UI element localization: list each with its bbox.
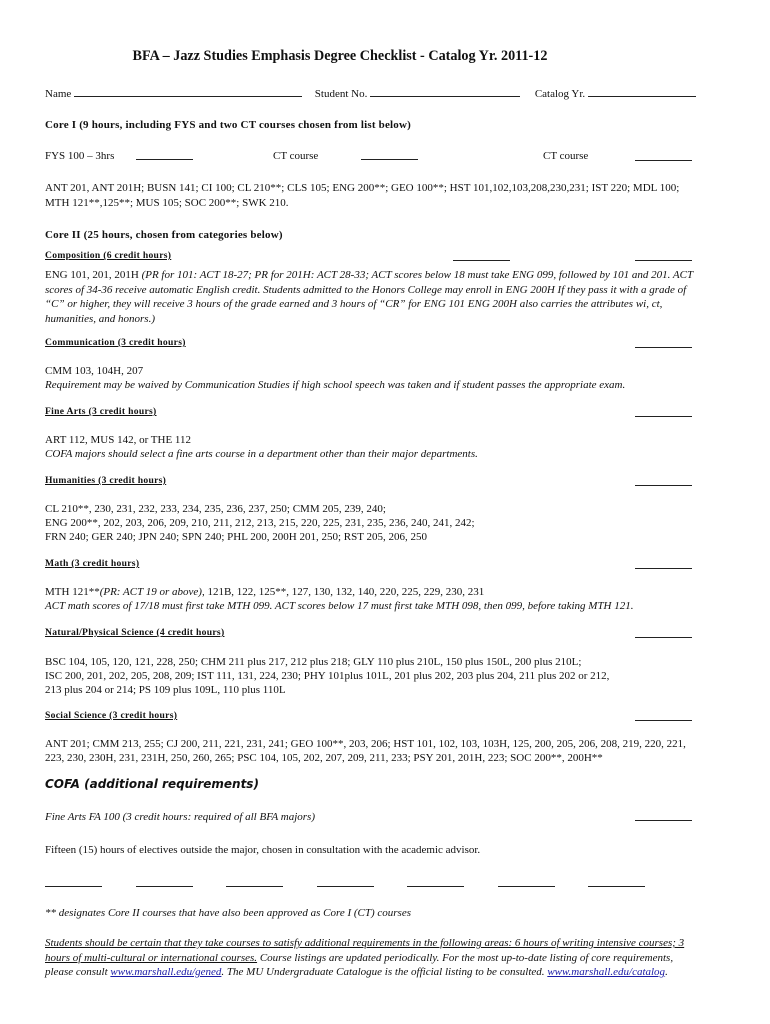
core1-heading: Core I (9 hours, including FYS and two CT courses chosen from list below) (45, 119, 412, 131)
math-courses-b: , 121B, 122, 125**, 127, 130, 132, 140, 220, 225, 229, 230, 231 (201, 586, 485, 598)
composition-note: (PR for 101: ACT 18-27; PR for 201H: ACT 28-33; ACT scores below 18 must take ENG 099, followed by 101 and 201. ACT scores of 34-36 receive automatic English credit. Students admitted to the Honors College may enroll in ENG 200H If they pass it with a grade of “C” or higher, they will receive 3 hours of the grade earned and 3 hours of “CR” for ENG 101 ENG 200H also carries the attributes wi, ct, humanities, and honors.) (45, 269, 693, 325)
elective-blank-2[interactable] (136, 876, 193, 887)
math-courses (45, 585, 695, 600)
math-label: Math (3 credit hours) (45, 558, 140, 569)
elective-blank-4[interactable] (317, 876, 374, 887)
social-science-blank[interactable] (635, 710, 692, 721)
math-blank[interactable] (635, 558, 692, 569)
cofa-fine-arts-blank[interactable] (635, 810, 692, 821)
science-label: Natural/Physical Science (4 credit hours) (45, 627, 225, 638)
ct-course-blank-2[interactable] (635, 150, 692, 161)
cofa-fine-arts-line: Fine Arts FA 100 (3 credit hours: required of all BFA majors) (45, 811, 316, 823)
communication-label: Communication (3 credit hours) (45, 337, 186, 348)
elective-blank-1[interactable] (45, 876, 102, 887)
humanities-label: Humanities (3 credit hours) (45, 475, 167, 486)
social-science-label: Social Science (3 credit hours) (45, 710, 178, 721)
communication-note: Requirement may be waived by Communication Studies if high school speech was taken and if student passes the appropriate exam. (45, 379, 626, 391)
page-title: BFA – Jazz Studies Emphasis Degree Checklist - Catalog Yr. 2011-12 (132, 48, 548, 64)
student-no-field[interactable] (370, 86, 520, 97)
fine-arts-blank[interactable] (635, 406, 692, 417)
ct-course-label-2: CT course (543, 150, 589, 162)
social-science-line-1: ANT 201; CMM 213, 255; CJ 200, 211, 221, 231, 241; GEO 100**, 203, 206; HST 101, 102, 103, 103H, 125, 200, 205, 206, 208, 219, 220, 221, (45, 738, 686, 750)
catalog-yr-label: Catalog Yr. (534, 88, 586, 100)
closing-part-1: Students should be certain that they take courses to satisfy additional requirements in the following areas: 6 hours of writing intensive courses; 3 hours of multi-cultural or international courses. (45, 937, 685, 964)
closing-part-2: Course listings are updated periodically. For the most up-to-date listing of core requirements, please consult (45, 951, 674, 979)
humanities-blank[interactable] (635, 475, 692, 486)
composition-courses: ENG 101, 201, 201H (45, 269, 139, 281)
ct-course-label-1: CT course (273, 150, 319, 162)
student-no-label: Student No. (314, 88, 368, 100)
fine-arts-note: COFA majors should select a fine arts course in a department other than their major departments. (45, 448, 478, 460)
humanities-line-1: CL 210**, 230, 231, 232, 233, 234, 235, 236, 237, 250; CMM 205, 239, 240; (45, 503, 386, 515)
catalog-link[interactable]: www.marshall.edu/catalog (547, 966, 666, 979)
core1-course-list: ANT 201, ANT 201H; BUSN 141; CI 100; CL 210**; CLS 105; ENG 200**; GEO 100**; HST 101,102,103,208,230,231; IST 220; MDL 100; MTH 121**,125**; MUS 105; SOC 200**; SWK 210. (45, 182, 680, 209)
fine-arts-courses: ART 112, MUS 142, or THE 112 (45, 434, 192, 446)
gened-link[interactable]: www.marshall.edu/gened (110, 966, 222, 979)
math-courses-a: MTH 121** (45, 586, 100, 598)
ct-course-blank-1[interactable] (361, 149, 418, 160)
cofa-heading: COFA (additional requirements) (45, 777, 259, 791)
footnote: ** designates Core II courses that have also been approved as Core I (CT) courses (45, 907, 412, 919)
closing-part-4: . (665, 966, 668, 979)
science-line-3: 213 plus 204 or 214; PS 109 plus 109L, 110 plus 110L (45, 684, 286, 696)
closing-part-3: . The MU Undergraduate Catalogue is the official listing to be consulted. (221, 966, 548, 979)
communication-courses: CMM 103, 104H, 207 (45, 365, 144, 377)
communication-blank[interactable] (635, 337, 692, 348)
fys-blank[interactable] (136, 149, 193, 160)
elective-blank-7[interactable] (588, 876, 645, 887)
cofa-electives-line: Fifteen (15) hours of electives outside the major, chosen in consultation with the academic advisor. (45, 844, 481, 856)
science-line-2: ISC 200, 201, 202, 205, 208, 209; IST 111, 131, 224, 230; PHY 101plus 101L, 201 plus 202, 203 plus 204, 211 plus 202 or 212, (45, 670, 610, 682)
closing-paragraph (45, 936, 695, 980)
elective-blank-3[interactable] (226, 876, 283, 887)
fys-label: FYS 100 – 3hrs (45, 150, 115, 162)
humanities-line-2: ENG 200**, 202, 203, 206, 209, 210, 211, 212, 213, 215, 220, 225, 231, 235, 236, 240, 241, 242; (45, 517, 475, 529)
math-courses-pr: (PR: ACT 19 or above) (99, 586, 202, 598)
elective-blank-5[interactable] (407, 876, 464, 887)
science-line-1: BSC 104, 105, 120, 121, 228, 250; CHM 211 plus 217, 212 plus 218; GLY 110 plus 210L, 150 plus 150L, 200 plus 210L; (45, 656, 582, 668)
humanities-line-3: FRN 240; GER 240; JPN 240; SPN 240; PHL 200, 200H 201, 250; RST 205, 206, 250 (45, 531, 427, 543)
science-blank[interactable] (635, 627, 692, 638)
composition-blank-1[interactable] (453, 250, 510, 261)
elective-blank-6[interactable] (498, 876, 555, 887)
social-science-line-2: 223, 230, 230H, 231, 231H, 250, 260, 265; PSC 104, 105, 202, 207, 209, 211, 233; PSY 201, 201H, 223; SOC 200**, 200H** (45, 752, 603, 764)
core2-heading: Core II (25 hours, chosen from categories below) (45, 229, 283, 241)
name-label: Name (45, 88, 72, 100)
composition-label: Composition (6 credit hours) (45, 250, 172, 261)
name-field[interactable] (74, 86, 302, 97)
catalog-yr-field[interactable] (588, 86, 696, 97)
composition-blank-2[interactable] (635, 250, 692, 261)
math-note: ACT math scores of 17/18 must first take MTH 099. ACT scores below 17 must first take MTH 098, then 099, before taking MTH 121. (45, 600, 634, 612)
composition-text (45, 268, 695, 326)
fine-arts-label: Fine Arts (3 credit hours) (45, 406, 157, 417)
student-info-row (45, 86, 696, 102)
